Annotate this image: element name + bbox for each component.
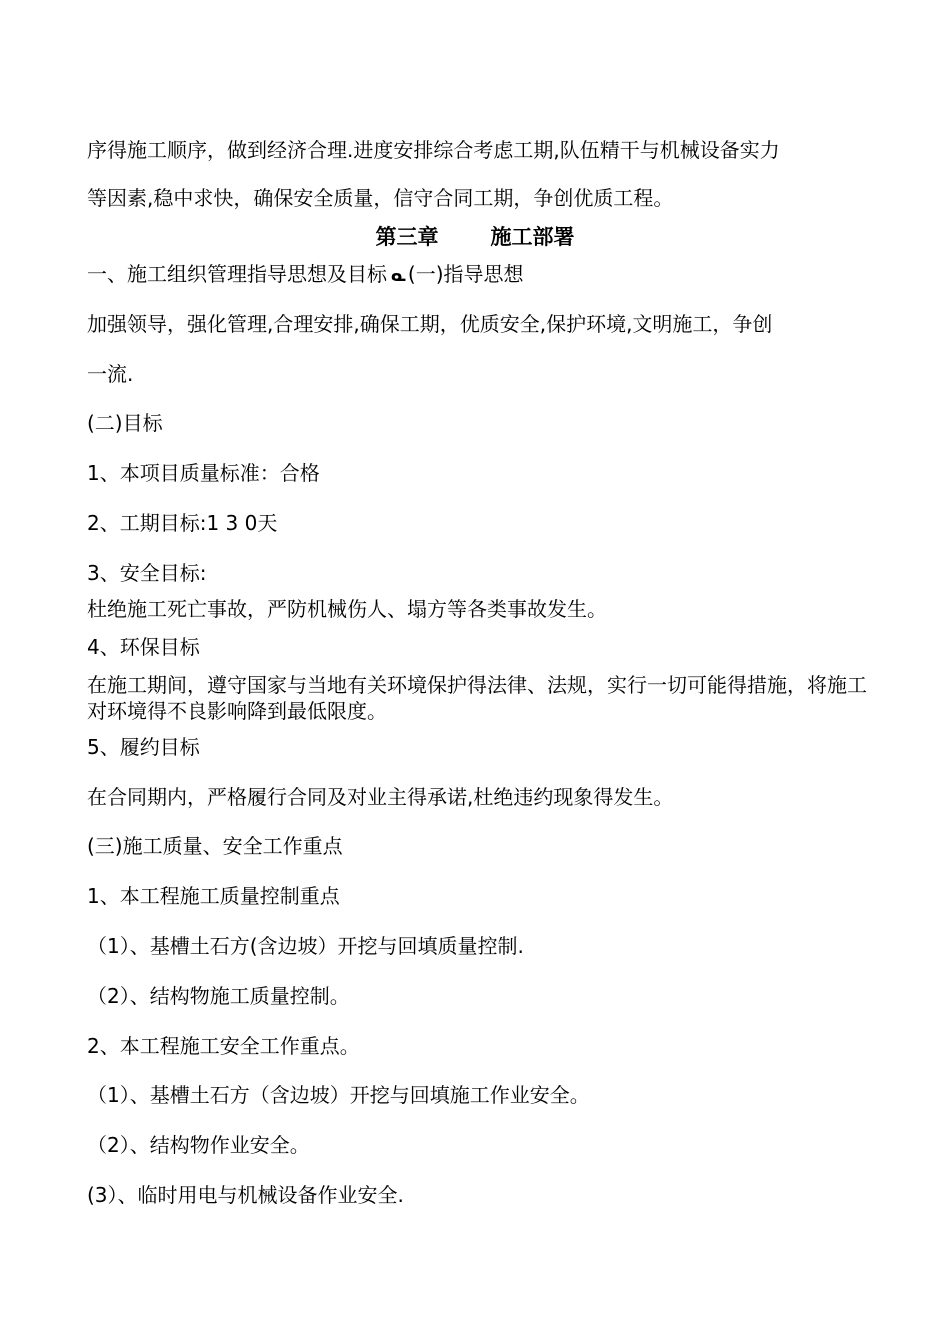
chapter-heading [0, 223, 950, 251]
list-item: 1、本项目质量标准：合格 [87, 461, 320, 485]
paragraph-line: 加强领导，强化管理,合理安排,确保工期，优质安全,保护环境,文明施工，争创 [87, 312, 773, 336]
list-item: （1）、基槽土石方（含边坡）开挖与回填施工作业安全。 [87, 1083, 590, 1107]
list-item: （2）、结构物作业安全。 [87, 1133, 310, 1157]
subsection-heading: (二)目标 [87, 411, 163, 435]
subsection-heading: (三)施工质量、安全工作重点 [87, 834, 343, 858]
chapter-title: 施工部署 [490, 225, 575, 249]
list-item: （1）、基槽土石方(含边坡）开挖与回填质量控制. [87, 934, 524, 958]
section-heading [87, 261, 524, 289]
list-item: 3、安全目标: [87, 561, 207, 585]
list-item: （2）、结构物施工质量控制。 [87, 984, 350, 1008]
list-item: (3）、临时用电与机械设备作业安全. [87, 1183, 404, 1207]
list-item: 2、本工程施工安全工作重点。 [87, 1034, 360, 1058]
paragraph-line: 杜绝施工死亡事故，严防机械伤人、塌方等各类事故发生。 [87, 597, 607, 621]
paragraph-line: 一流. [87, 362, 134, 386]
list-item: 1、本工程施工质量控制重点 [87, 884, 340, 908]
list-item: 4、环保目标 [87, 635, 200, 659]
subsection-heading-text: (一)指导思想 [407, 262, 524, 286]
list-item: 2、工期目标:1 3 0天 [87, 511, 278, 535]
paragraph-line: 等因素,稳中求快，确保安全质量，信守合同工期，争创优质工程。 [87, 186, 674, 210]
bullet-symbol-icon: ᓇ [391, 266, 406, 285]
section-heading-text: 一、施工组织管理指导思想及目标 [87, 262, 387, 286]
paragraph-line: 序得施工顺序，做到经济合理.进度安排综合考虑工期,队伍精干与机械设备实力 [87, 138, 780, 162]
list-item: 5、履约目标 [87, 735, 200, 759]
chapter-number: 第三章 [375, 225, 439, 249]
paragraph: 在施工期间，遵守国家与当地有关环境保护得法律、法规，实行一切可能得措施，将施工对环境得不良影响降到最低限度。 [87, 673, 867, 723]
paragraph-line: 在合同期内，严格履行合同及对业主得承诺,杜绝违约现象得发生。 [87, 785, 674, 809]
